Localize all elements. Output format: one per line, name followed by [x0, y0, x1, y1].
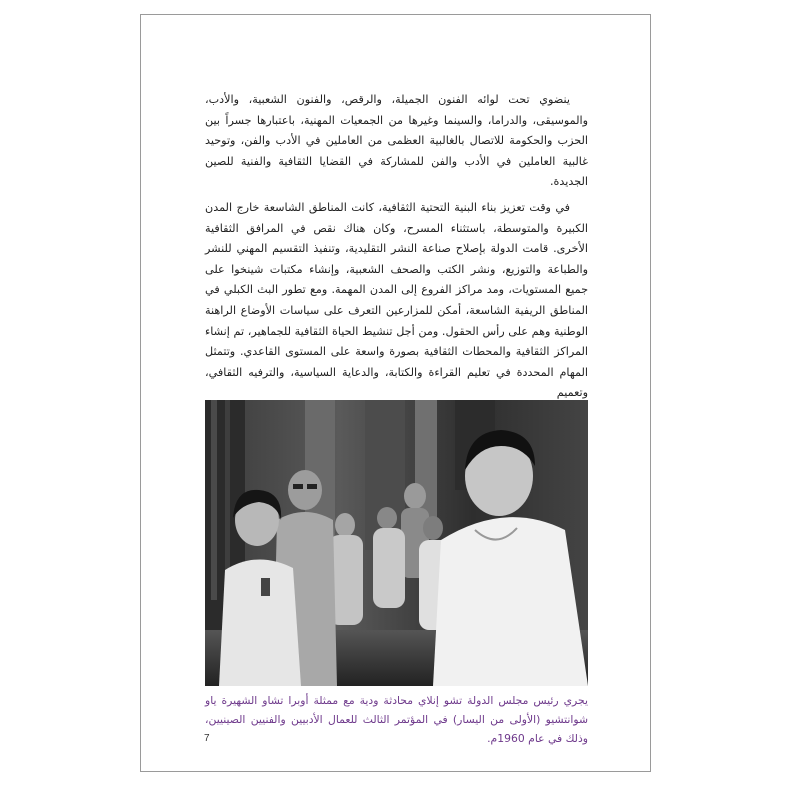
paragraph-2: في وقت تعزيز بناء البنية التحتية الثقافية، كانت المناطق الشاسعة خارج المدن الكبيرة والمتوسطة، باستثناء المسرح، وكان هناك نقص في المرافق الثقافية الأخرى. قامت الدولة بإصلاح صناعة النشر التقليدية، وتنفيذ التقسيم المهني للنشر والطباعة والتوزيع، ونشر الكتب والصحف الشعبية، وإنشاء مكتبات شينخوا على جميع المستويات، ومد مراكز الفروع إلى المدن المهمة. ومع تطور البث الكبلي في المناطق الريفية الشاسعة، أمكن للمزارعين التعرف على سياسات الأوضاع الراهنة الوطنية وهم على رأس الحقول. ومن أجل تنشيط الحياة الثقافية للجماهير، تم إنشاء المراكز الثقافية والمحطات الثقافية بصورة واسعة على المستوى القاعدي. وتتمثل المهام المحددة في تعليم القراءة والكتابة، والدعاية السياسية، والترفيه الثقافي، وتعميم: [205, 200, 588, 400]
page-number: 7: [204, 733, 210, 744]
body-text: [205, 90, 588, 404]
historical-photo: [205, 400, 588, 686]
paragraph-1: ينضوي تحت لوائه الفنون الجميلة، والرقص، والفنون الشعبية، والأدب، والموسيقى، والدراما، والسينما وغيرها من الجمعيات المهنية، باعتبارها جسراً بين الحزب والحكومة للاتصال بالغالبية العظمى من العاملين في الأدب والفن، وتوحيد غالبية العاملين في الأدب والفن للمشاركة في القضايا الثقافية والفنية للصين الجديدة.: [205, 93, 588, 189]
photo-caption: يجري رئيس مجلس الدولة تشو إنلاي محادثة ودية مع ممثلة أوبرا تشاو الشهيرة ياو شوانتشيو (الأولى من اليسار) في المؤتمر الثالث للعمال الأدبيين والفنيين الصينيين، وذلك في عام 1960م.: [205, 694, 588, 745]
document-page: [140, 14, 651, 772]
